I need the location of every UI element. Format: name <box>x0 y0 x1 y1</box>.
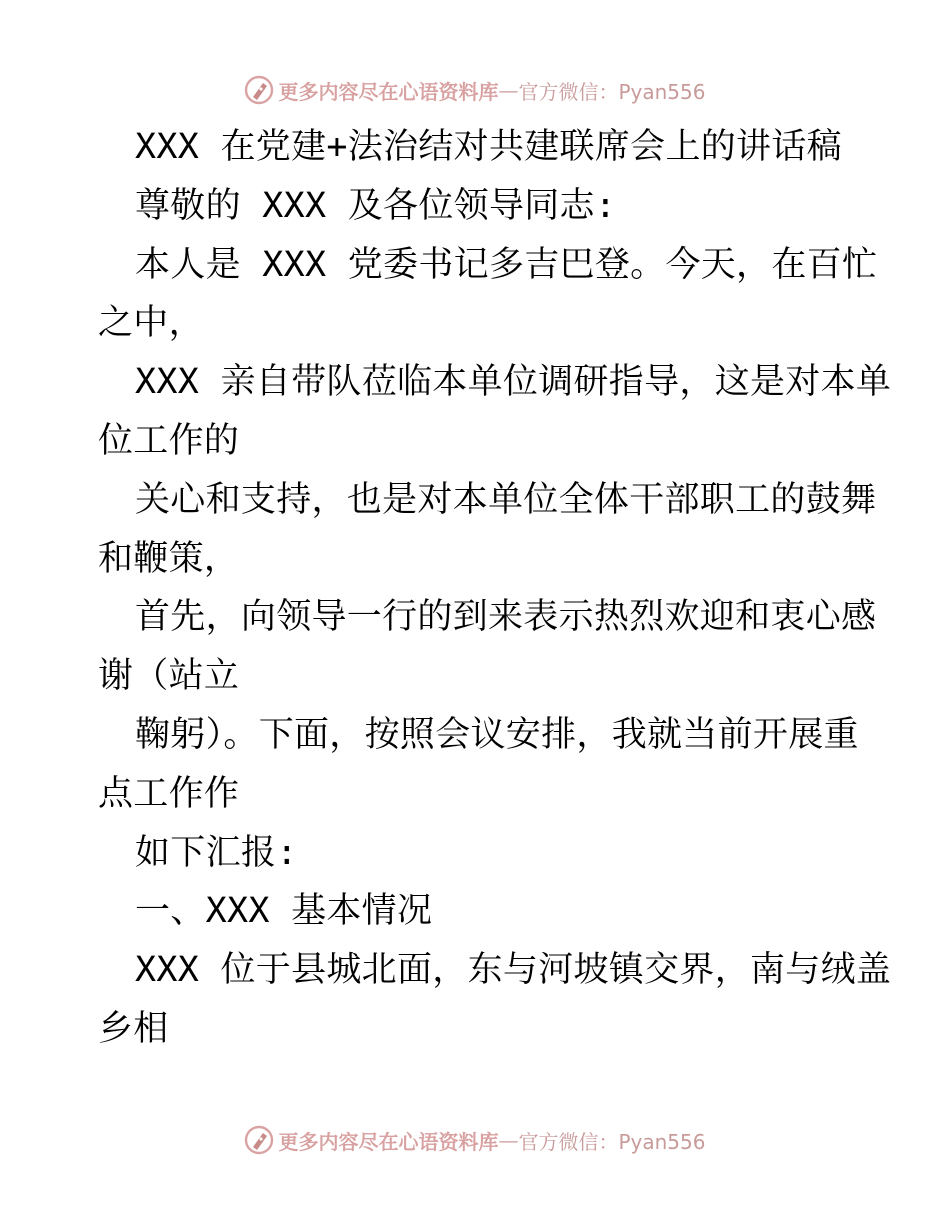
paragraph-line: 首先，向领导一行的到来表示热烈欢迎和衷心感 <box>135 597 877 638</box>
document-title: XXX 在党建+法治结对共建联席会上的讲话稿 <box>135 127 842 167</box>
paragraph-line: XXX 位于县城北面，东与河坡镇交界，南与绒盖 <box>135 950 892 991</box>
paragraph-line: 谢（站立 <box>98 656 240 697</box>
paragraph-line: 点工作作 <box>98 773 240 814</box>
header-wechat-id: 官方微信：Pyan556 <box>518 79 706 104</box>
paragraph-line: 位工作的 <box>98 420 240 461</box>
footer-banner-separator: — <box>498 1128 519 1152</box>
header-banner <box>0 70 950 110</box>
paragraph-line: 本人是 XXX 党委书记多吉巴登。今天，在百忙 <box>135 244 878 285</box>
salutation: 尊敬的 XXX 及各位领导同志: <box>135 185 617 226</box>
header-banner-text: 更多内容尽在心语资料库 <box>278 79 499 104</box>
footer-banner <box>0 1120 950 1160</box>
paragraph-line: 和鞭策， <box>98 538 240 579</box>
paragraph-line: 乡相 <box>98 1008 169 1049</box>
header-banner-separator: — <box>498 78 519 102</box>
paragraph-line: 之中， <box>98 303 204 344</box>
pen-nib-logo-icon <box>244 75 274 105</box>
paragraph-line: 鞠躬）。下面，按照会议安排，我就当前开展重 <box>135 714 859 755</box>
section-heading: 一、XXX 基本情况 <box>135 891 433 932</box>
footer-wechat-id: 官方微信：Pyan556 <box>518 1129 706 1154</box>
pen-nib-logo-icon <box>244 1125 274 1155</box>
paragraph-line: 关心和支持，也是对本单位全体干部职工的鼓舞 <box>135 479 877 520</box>
document-body <box>98 118 892 1059</box>
footer-banner-text: 更多内容尽在心语资料库 <box>278 1129 499 1154</box>
paragraph-line: 如下汇报: <box>135 832 298 873</box>
paragraph-line: XXX 亲自带队莅临本单位调研指导，这是对本单 <box>135 362 892 403</box>
